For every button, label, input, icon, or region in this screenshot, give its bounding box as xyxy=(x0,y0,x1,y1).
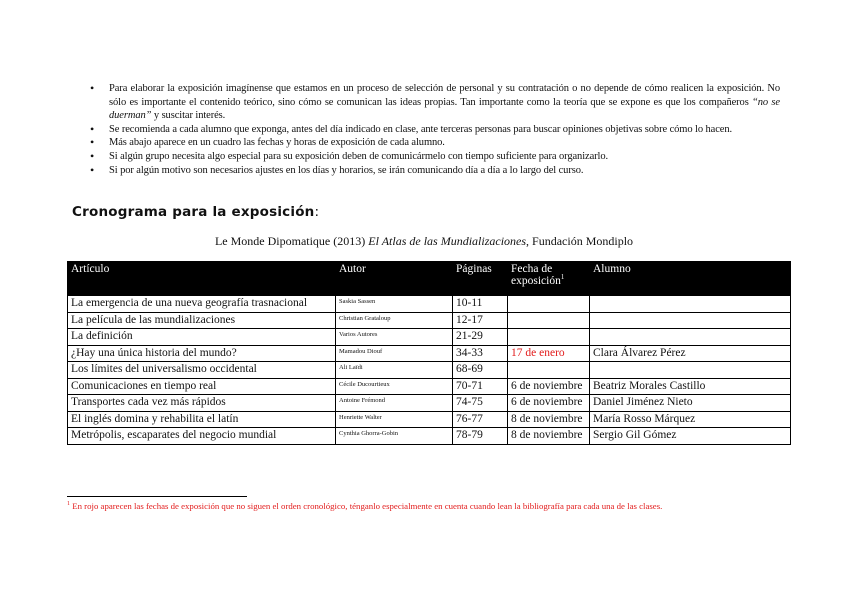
cell-paginas: 70-71 xyxy=(453,378,508,395)
cell-articulo: La definición xyxy=(68,329,336,346)
cell-paginas: 74-75 xyxy=(453,395,508,412)
cell-articulo: Transportes cada vez más rápidos xyxy=(68,395,336,412)
cell-fecha xyxy=(508,329,590,346)
table-row xyxy=(68,296,791,313)
table-body xyxy=(68,296,791,445)
table-row xyxy=(68,362,791,379)
header-autor: Autor xyxy=(336,262,453,296)
table-row xyxy=(68,312,791,329)
cell-alumno: Daniel Jiménez Nieto xyxy=(590,395,791,412)
cell-alumno xyxy=(590,362,791,379)
cell-fecha xyxy=(508,296,590,313)
cell-articulo: Comunicaciones en tiempo real xyxy=(68,378,336,395)
cell-autor: Antoine Frémond xyxy=(336,395,453,412)
cell-paginas: 12-17 xyxy=(453,312,508,329)
footnote-divider xyxy=(67,496,247,497)
bullet-item: • Si algún grupo necesita algo especial para su exposición deben de comunicármelo con tiempo suficiente para organizarlo. xyxy=(90,150,780,164)
cell-articulo: El inglés domina y rehabilita el latín xyxy=(68,411,336,428)
table-row xyxy=(68,378,791,395)
cell-fecha xyxy=(508,362,590,379)
bullet-item: • Si por algún motivo son necesarios ajustes en los días y horarios, se irán comunicando día a día a lo largo del curso. xyxy=(90,164,780,178)
cell-autor: Cécile Ducourtieux xyxy=(336,378,453,395)
header-paginas: Páginas xyxy=(453,262,508,296)
bullet-item: • Se recomienda a cada alumno que exponga, antes del día indicado en clase, ante terceras personas para buscar opiniones objetivas sobre cómo lo hacen. xyxy=(90,123,780,137)
cell-articulo: La película de las mundializaciones xyxy=(68,312,336,329)
source-citation: Le Monde Dipomatique (2013) El Atlas de las Mundializaciones, Fundación Mondiplo xyxy=(214,234,634,248)
cell-autor: Varios Autores xyxy=(336,329,453,346)
table-row xyxy=(68,395,791,412)
cell-autor: Christian Grataloup xyxy=(336,312,453,329)
cell-paginas: 10-11 xyxy=(453,296,508,313)
cell-articulo: Los límites del universalismo occidental xyxy=(68,362,336,379)
cell-alumno: Clara Álvarez Pérez xyxy=(590,345,791,362)
header-articulo: Artículo xyxy=(68,262,336,296)
cell-articulo: ¿Hay una única historia del mundo? xyxy=(68,345,336,362)
cell-alumno: Sergio Gil Gómez xyxy=(590,428,791,445)
cell-alumno xyxy=(590,296,791,313)
cell-paginas: 34-33 xyxy=(453,345,508,362)
table-header-row xyxy=(68,262,791,296)
cell-fecha: 6 de noviembre xyxy=(508,395,590,412)
table-row xyxy=(68,411,791,428)
cell-paginas: 76-77 xyxy=(453,411,508,428)
cell-paginas: 68-69 xyxy=(453,362,508,379)
cell-fecha: 8 de noviembre xyxy=(508,411,590,428)
cell-autor: Mamadou Diouf xyxy=(336,345,453,362)
cell-alumno: María Rosso Márquez xyxy=(590,411,791,428)
header-fecha: Fecha de exposición$^1$ xyxy=(508,262,590,296)
table-row xyxy=(68,345,791,362)
cell-fecha xyxy=(508,312,590,329)
cell-autor: Cynthia Ghorra-Gobin xyxy=(336,428,453,445)
header-alumno: Alumno xyxy=(590,262,791,296)
cell-paginas: 78-79 xyxy=(453,428,508,445)
cell-autor: Saskia Sassen xyxy=(336,296,453,313)
cell-fecha: 17 de enero xyxy=(508,345,590,362)
schedule-table xyxy=(67,261,791,445)
cell-fecha: 6 de noviembre xyxy=(508,378,590,395)
instructions-list xyxy=(90,82,780,177)
table-row xyxy=(68,428,791,445)
footnote: $^1$ En rojo aparecen las fechas de exposición que no siguen el orden cronológico, ténganlo especialmente en cuenta cuando lean la bibliografía para cada una de las clases. xyxy=(67,501,663,511)
cell-fecha: 8 de noviembre xyxy=(508,428,590,445)
cell-paginas: 21-29 xyxy=(453,329,508,346)
cell-articulo: Metrópolis, escaparates del negocio mundial xyxy=(68,428,336,445)
cell-autor: Ali Laïdi xyxy=(336,362,453,379)
bullet-item: • Más abajo aparece en un cuadro las fechas y horas de exposición de cada alumno. xyxy=(90,136,780,150)
cell-alumno xyxy=(590,312,791,329)
bullet-item: • Para elaborar la exposición imagínense que estamos en un proceso de selección de personal y su contratación o no depende de cómo realicen la exposición. No sólo es importante el contenido teórico, sino cómo se comunican las ideas propias. Tan importante como la teoría que se expone es que los compañeros “no se duerman” y suscitar interés. xyxy=(90,82,780,123)
cell-autor: Henriette Walter xyxy=(336,411,453,428)
emphasis-text: “no se duerman” xyxy=(109,96,780,122)
cell-alumno: Beatriz Morales Castillo xyxy=(590,378,791,395)
section-heading: Cronograma para la exposición: xyxy=(72,204,320,220)
cell-articulo: La emergencia de una nueva geografía trasnacional xyxy=(68,296,336,313)
footnote-ref[interactable]: 1 xyxy=(560,273,565,282)
table-row xyxy=(68,329,791,346)
cell-alumno xyxy=(590,329,791,346)
